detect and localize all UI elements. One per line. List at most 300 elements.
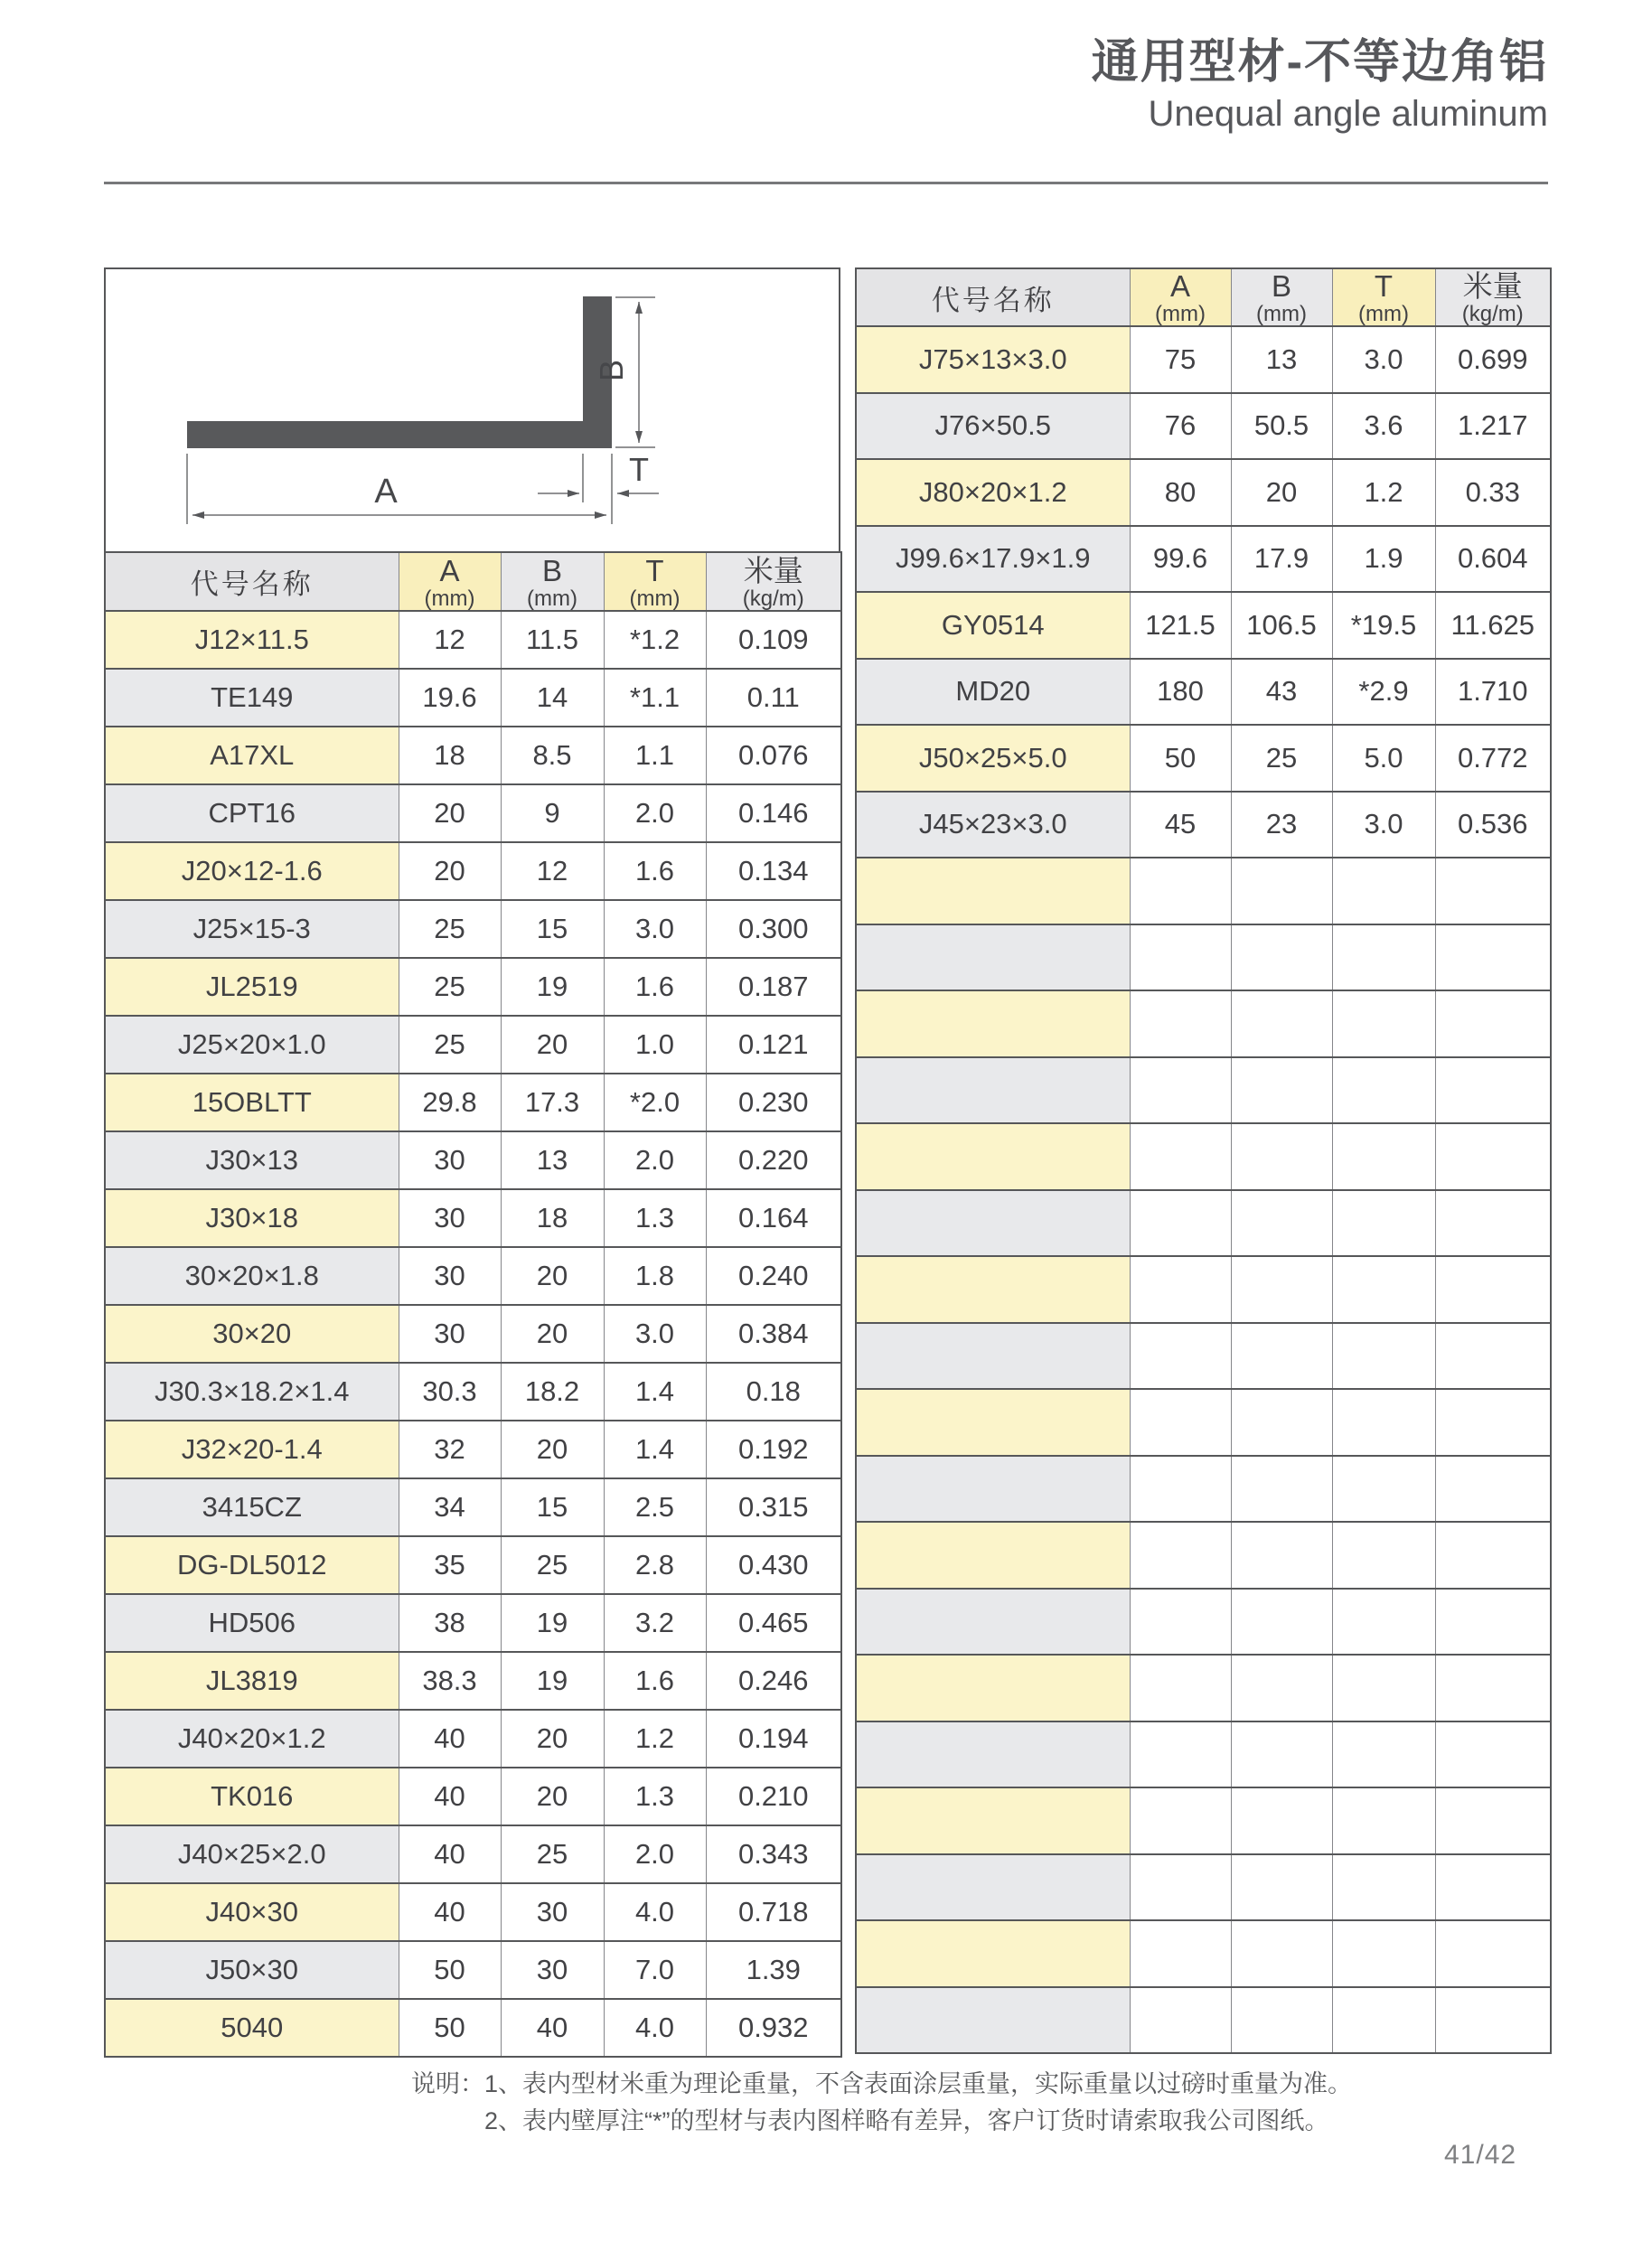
profile-code-cell [856,1190,1130,1257]
profile-code-cell: J76×50.5 [856,393,1130,460]
value-cell: 20 [501,1305,604,1363]
table-row [105,1941,841,1999]
value-cell [1332,1190,1435,1257]
value-cell: 1.3 [604,1768,706,1825]
value-cell: 11.625 [1435,592,1551,659]
table-row [105,1536,841,1594]
table-row [856,592,1551,659]
table-row [856,1655,1551,1721]
table-row [856,326,1551,393]
value-cell: 0.134 [706,842,841,900]
value-cell: 50.5 [1231,393,1332,460]
value-cell: 30.3 [399,1363,501,1421]
value-cell [1231,1190,1332,1257]
footnote-1: 说明：1、表内型材米重为理论重量，不含表面涂层重量，实际重量以过磅时重量为准。 [411,2070,1353,2097]
value-cell: *2.9 [1332,659,1435,726]
value-cell: 20 [501,1768,604,1825]
profile-code-cell [856,990,1130,1057]
value-cell: 0.076 [706,727,841,784]
header-b: B (mm) [1231,268,1332,326]
value-cell: 15 [501,1478,604,1536]
value-cell: 20 [399,784,501,842]
table-row [856,1256,1551,1323]
table-row [856,792,1551,858]
value-cell: 0.194 [706,1710,841,1768]
profile-code-cell [856,1522,1130,1589]
footnote-2: 2、表内壁厚注“*”的型材与表内图样略有差异，客户订货时请索取我公司图纸。 [484,2106,1329,2134]
profile-code-cell: J30×18 [105,1189,399,1247]
value-cell: 25 [399,958,501,1016]
value-cell: *2.0 [604,1074,706,1131]
profile-horizontal-leg [187,421,612,448]
profile-code-cell: JL2519 [105,958,399,1016]
value-cell: 50 [1130,725,1231,792]
value-cell: 75 [1130,326,1231,393]
header-code-name: 代号名称 [856,268,1130,326]
value-cell [1130,1522,1231,1589]
value-cell: 50 [399,1999,501,2057]
value-cell [1435,1854,1551,1921]
table-row [105,1305,841,1363]
table-row [856,1522,1551,1589]
value-cell [1231,1057,1332,1124]
profile-code-cell: J32×20-1.4 [105,1421,399,1478]
profile-code-cell: J12×11.5 [105,611,399,669]
value-cell: 12 [501,842,604,900]
table-row [105,611,841,669]
value-cell: 0.146 [706,784,841,842]
value-cell [1332,1589,1435,1656]
value-cell: 1.710 [1435,659,1551,726]
value-cell: 25 [1231,725,1332,792]
table-row [105,1825,841,1883]
value-cell: 1.6 [604,1652,706,1710]
value-cell [1231,858,1332,924]
value-cell [1435,1057,1551,1124]
value-cell: 13 [1231,326,1332,393]
table-row [105,1421,841,1478]
header-a: A (mm) [1130,268,1231,326]
value-cell [1332,1256,1435,1323]
value-cell: 30 [399,1247,501,1305]
value-cell: 20 [501,1421,604,1478]
page-header [1092,36,1548,135]
dim-label-t: T [629,451,649,488]
table-row [105,842,841,900]
value-cell: 3.0 [1332,792,1435,858]
value-cell: 2.8 [604,1536,706,1594]
value-cell: 30 [399,1131,501,1189]
header-a: A (mm) [399,552,501,611]
table-row [105,1652,841,1710]
profile-code-cell: J40×25×2.0 [105,1825,399,1883]
value-cell: 0.430 [706,1536,841,1594]
value-cell [1231,1323,1332,1390]
header-b: B (mm) [501,552,604,611]
value-cell: 35 [399,1536,501,1594]
value-cell [1130,924,1231,991]
value-cell: 32 [399,1421,501,1478]
value-cell: 40 [399,1825,501,1883]
value-cell [1130,1920,1231,1987]
value-cell [1332,1787,1435,1854]
profile-code-cell: A17XL [105,727,399,784]
value-cell: 0.192 [706,1421,841,1478]
value-cell [1231,1522,1332,1589]
profile-code-cell [856,1057,1130,1124]
header-code-name: 代号名称 [105,552,399,611]
value-cell [1130,1787,1231,1854]
value-cell: 99.6 [1130,526,1231,593]
profile-code-cell [856,1123,1130,1190]
value-cell: 18.2 [501,1363,604,1421]
value-cell [1435,1987,1551,2054]
value-cell [1435,1589,1551,1656]
value-cell [1130,1256,1231,1323]
value-cell [1435,1256,1551,1323]
profile-code-cell: J25×20×1.0 [105,1016,399,1074]
value-cell: 180 [1130,659,1231,726]
table-row [105,1999,841,2057]
header-t: T (mm) [604,552,706,611]
profile-code-cell: J80×20×1.2 [856,459,1130,526]
value-cell [1231,1589,1332,1656]
value-cell [1435,1721,1551,1788]
value-cell: 1.4 [604,1363,706,1421]
profile-code-cell [856,1323,1130,1390]
value-cell: 40 [501,1999,604,2057]
table-row [856,990,1551,1057]
value-cell [1332,1389,1435,1456]
profile-code-cell: 30×20×1.8 [105,1247,399,1305]
value-cell [1332,858,1435,924]
value-cell: 0.121 [706,1016,841,1074]
table-row [856,1987,1551,2054]
value-cell [1435,1389,1551,1456]
value-cell: 80 [1130,459,1231,526]
value-cell: 0.109 [706,611,841,669]
value-cell: 4.0 [604,1883,706,1941]
value-cell [1231,1456,1332,1523]
page-subtitle: Unequal angle aluminum [1148,93,1548,134]
profile-code-cell: J45×23×3.0 [856,792,1130,858]
value-cell: 1.2 [604,1710,706,1768]
table-row [856,725,1551,792]
value-cell: 38 [399,1594,501,1652]
value-cell: 0.718 [706,1883,841,1941]
value-cell: 76 [1130,393,1231,460]
table-row [856,1389,1551,1456]
value-cell [1332,1655,1435,1721]
profile-code-cell: DG-DL5012 [105,1536,399,1594]
page-title: 通用型材-不等边角铝 [1091,36,1548,89]
value-cell: 18 [501,1189,604,1247]
value-cell: 3.0 [604,900,706,958]
value-cell: 3.2 [604,1594,706,1652]
value-cell: 20 [399,842,501,900]
value-cell: 7.0 [604,1941,706,1999]
profile-code-cell [856,1987,1130,2054]
value-cell: 20 [501,1710,604,1768]
value-cell: 50 [399,1941,501,1999]
value-cell [1332,990,1435,1057]
value-cell: 15 [501,900,604,958]
value-cell: 43 [1231,659,1332,726]
value-cell [1231,1655,1332,1721]
value-cell: 20 [1231,459,1332,526]
table-row [856,1721,1551,1788]
value-cell: 0.300 [706,900,841,958]
profile-code-cell: JL3819 [105,1652,399,1710]
value-cell [1435,1123,1551,1190]
table-row [105,1131,841,1189]
left-spec-table [104,551,842,2058]
value-cell: 0.465 [706,1594,841,1652]
value-cell [1435,1920,1551,1987]
value-cell [1130,858,1231,924]
value-cell: 0.230 [706,1074,841,1131]
profile-code-cell: J30×13 [105,1131,399,1189]
value-cell: 3.0 [604,1305,706,1363]
profile-code-cell: 30×20 [105,1305,399,1363]
value-cell: 0.210 [706,1768,841,1825]
value-cell [1130,1456,1231,1523]
value-cell [1231,1987,1332,2054]
value-cell: 106.5 [1231,592,1332,659]
value-cell [1332,1854,1435,1921]
table-row [856,1787,1551,1854]
value-cell: 2.0 [604,1131,706,1189]
value-cell: 0.33 [1435,459,1551,526]
value-cell: 9 [501,784,604,842]
value-cell [1435,1655,1551,1721]
value-cell: *1.1 [604,669,706,727]
value-cell: 3.0 [1332,326,1435,393]
value-cell [1332,1057,1435,1124]
table-row [856,1456,1551,1523]
value-cell: *1.2 [604,611,706,669]
value-cell: 13 [501,1131,604,1189]
value-cell: 2.0 [604,784,706,842]
value-cell: 19 [501,958,604,1016]
profile-code-cell: GY0514 [856,592,1130,659]
value-cell [1332,924,1435,991]
value-cell: 1.3 [604,1189,706,1247]
value-cell: 17.9 [1231,526,1332,593]
value-cell: 0.384 [706,1305,841,1363]
table-row [856,1123,1551,1190]
table-row [856,858,1551,924]
header-t: T (mm) [1332,268,1435,326]
table-row [105,958,841,1016]
dim-label-a: A [374,473,398,511]
header-weight: 米量 (kg/m) [1435,268,1551,326]
table-row [856,1589,1551,1656]
value-cell: 121.5 [1130,592,1231,659]
profile-code-cell [856,1256,1130,1323]
profile-code-cell: J50×30 [105,1941,399,1999]
table-row [856,459,1551,526]
value-cell [1231,1854,1332,1921]
value-cell: 30 [501,1941,604,1999]
value-cell: 0.164 [706,1189,841,1247]
value-cell: 1.0 [604,1016,706,1074]
value-cell: 23 [1231,792,1332,858]
value-cell: 30 [399,1305,501,1363]
table-row [856,1057,1551,1124]
value-cell: 0.536 [1435,792,1551,858]
value-cell [1332,1987,1435,2054]
page-number: 41/42 [1444,2140,1517,2170]
value-cell [1231,1389,1332,1456]
profile-code-cell: 3415CZ [105,1478,399,1536]
value-cell [1435,924,1551,991]
value-cell: 1.1 [604,727,706,784]
table-header-row [105,552,841,611]
profile-code-cell [856,1920,1130,1987]
profile-code-cell [856,1854,1130,1921]
value-cell: 11.5 [501,611,604,669]
angle-profile-drawing [106,269,839,551]
value-cell [1130,1389,1231,1456]
value-cell: 5.0 [1332,725,1435,792]
value-cell: 25 [501,1536,604,1594]
value-cell: 40 [399,1710,501,1768]
value-cell [1435,1323,1551,1390]
profile-code-cell [856,1389,1130,1456]
value-cell: 1.9 [1332,526,1435,593]
table-row [856,526,1551,593]
value-cell: 25 [399,900,501,958]
value-cell [1130,1589,1231,1656]
value-cell: 1.6 [604,842,706,900]
value-cell [1130,1123,1231,1190]
value-cell [1130,1190,1231,1257]
table-row [856,1920,1551,1987]
value-cell: 0.187 [706,958,841,1016]
value-cell: 30 [399,1189,501,1247]
value-cell [1231,1123,1332,1190]
table-row [856,1323,1551,1390]
profile-code-cell [856,858,1130,924]
value-cell: 40 [399,1883,501,1941]
value-cell [1435,1787,1551,1854]
value-cell [1332,1920,1435,1987]
value-cell: 1.2 [1332,459,1435,526]
value-cell: 0.11 [706,669,841,727]
table-row [856,393,1551,460]
header-divider [104,182,1548,184]
table-row [105,1594,841,1652]
table-row [105,1883,841,1941]
profile-code-cell: J30.3×18.2×1.4 [105,1363,399,1421]
value-cell: 0.932 [706,1999,841,2057]
profile-code-cell [856,924,1130,991]
value-cell: *19.5 [1332,592,1435,659]
value-cell: 2.0 [604,1825,706,1883]
value-cell [1130,1987,1231,2054]
value-cell [1231,1787,1332,1854]
table-row [856,1854,1551,1921]
profile-code-cell [856,1721,1130,1788]
value-cell: 3.6 [1332,393,1435,460]
value-cell [1231,1721,1332,1788]
value-cell: 1.39 [706,1941,841,1999]
profile-code-cell: J99.6×17.9×1.9 [856,526,1130,593]
profile-code-cell: J40×30 [105,1883,399,1941]
profile-code-cell: J75×13×3.0 [856,326,1130,393]
value-cell: 14 [501,669,604,727]
value-cell: 38.3 [399,1652,501,1710]
value-cell [1130,1721,1231,1788]
profile-code-cell [856,1456,1130,1523]
value-cell: 0.315 [706,1478,841,1536]
value-cell: 1.4 [604,1421,706,1478]
profile-code-cell: MD20 [856,659,1130,726]
value-cell: 17.3 [501,1074,604,1131]
footnotes [411,2066,1352,2139]
value-cell: 19 [501,1594,604,1652]
profile-code-cell: TK016 [105,1768,399,1825]
table-row [856,924,1551,991]
value-cell [1332,1721,1435,1788]
value-cell: 45 [1130,792,1231,858]
profile-code-cell [856,1655,1130,1721]
value-cell [1231,924,1332,991]
value-cell: 0.18 [706,1363,841,1421]
table-row [105,1363,841,1421]
value-cell: 34 [399,1478,501,1536]
value-cell: 20 [501,1016,604,1074]
value-cell [1130,1057,1231,1124]
dim-label-b: B [593,359,630,382]
value-cell [1231,1256,1332,1323]
value-cell [1435,990,1551,1057]
value-cell: 12 [399,611,501,669]
profile-code-cell: 15OBLTT [105,1074,399,1131]
value-cell [1332,1456,1435,1523]
value-cell: 0.240 [706,1247,841,1305]
value-cell [1130,1323,1231,1390]
profile-code-cell [856,1589,1130,1656]
value-cell [1130,1655,1231,1721]
value-cell: 0.343 [706,1825,841,1883]
table-row [105,784,841,842]
profile-code-cell: J20×12-1.6 [105,842,399,900]
value-cell [1332,1123,1435,1190]
value-cell [1231,990,1332,1057]
value-cell: 0.220 [706,1131,841,1189]
value-cell: 0.604 [1435,526,1551,593]
header-weight: 米量 (kg/m) [706,552,841,611]
table-header-row [856,268,1551,326]
table-row [856,659,1551,726]
table-row [105,1074,841,1131]
profile-code-cell: 5040 [105,1999,399,2057]
value-cell: 0.772 [1435,725,1551,792]
value-cell [1130,990,1231,1057]
value-cell [1130,1854,1231,1921]
table-row [856,1190,1551,1257]
table-row [105,727,841,784]
value-cell: 8.5 [501,727,604,784]
table-row [105,1016,841,1074]
profile-code-cell: HD506 [105,1594,399,1652]
table-row [105,1710,841,1768]
value-cell: 2.5 [604,1478,706,1536]
profile-code-cell: J50×25×5.0 [856,725,1130,792]
value-cell: 29.8 [399,1074,501,1131]
